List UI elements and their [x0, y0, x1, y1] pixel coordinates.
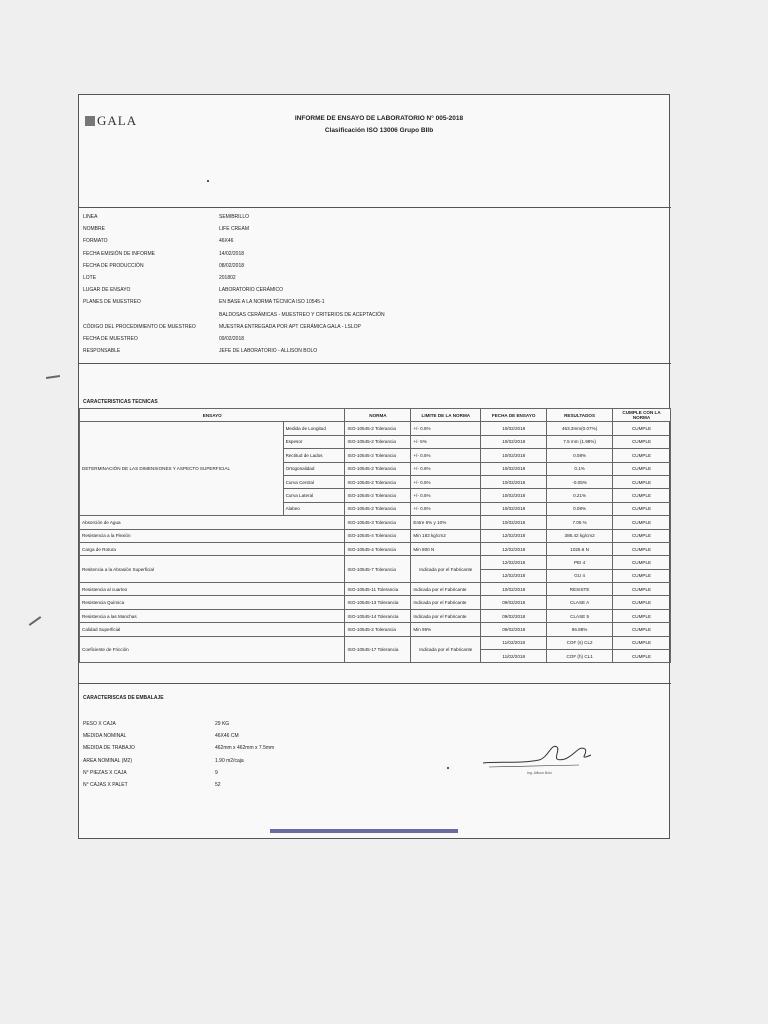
packing-label: MEDIDA NOMINAL [83, 733, 127, 740]
info-row [83, 260, 385, 272]
cumple-cell: CUMPLE [613, 542, 671, 555]
packing-row [83, 718, 274, 730]
fecha-cell: 10/02/2018 [481, 489, 547, 502]
ensayo-cell: Resitencia a la Abrasión Superficial [80, 556, 345, 583]
info-value: SEMIBRILLO [219, 214, 250, 220]
resultado-cell: 0.08% [547, 449, 613, 462]
limite-cell: +/- 0.6% [411, 462, 481, 475]
packing-info [83, 718, 274, 791]
resultado-cell: 0.08% [547, 502, 613, 515]
cumple-cell: CUMPLE [613, 475, 671, 488]
dim-sub-label: Alabeo [283, 502, 345, 515]
packing-section-title: CARACTERISCAS DE EMBALAJE [83, 695, 164, 701]
norma-cell: ISO-10545-7 Tolerancia [345, 556, 411, 583]
cumple-cell: CUMPLE [613, 650, 671, 663]
packing-value: 29 KG [215, 721, 230, 727]
info-row [83, 284, 385, 296]
ensayo-cell: Carga de Rotura [80, 542, 345, 555]
packing-label: PESO X CAJA [83, 721, 116, 727]
info-label: FECHA EMISIÓN DE INFORME [83, 250, 155, 257]
packing-label: N° CAJAS X PALET [83, 782, 128, 789]
cumple-cell: CUMPLE [613, 449, 671, 462]
info-row [83, 211, 385, 223]
report-title-block [199, 113, 559, 137]
ensayo-cell: Resistencia a las Manchas [80, 609, 345, 622]
info-label: FORMATO [83, 238, 108, 245]
limite-cell: Indicada por el Fabricante [411, 583, 481, 596]
limite-cell: +/- 0.5% [411, 489, 481, 502]
packing-value: 46X46 CM [215, 733, 239, 740]
info-row [83, 272, 385, 284]
ensayo-cell: Absorción de Agua [80, 516, 345, 529]
info-label: LOTE [83, 275, 97, 282]
packing-row [83, 742, 274, 754]
fecha-cell: 10/02/2018 [481, 516, 547, 529]
packing-label: AREA NOMINAL (M2) [83, 757, 132, 764]
dim-sub-label: Medida de Longitud [283, 422, 345, 435]
col-fecha: FECHA DE ENSAYO [481, 409, 547, 422]
limite-cell: +/- 5% [411, 435, 481, 448]
packing-value: 9 [215, 769, 218, 776]
info-value: LIFE CREAM [219, 226, 250, 233]
info-value: 09/02/2018 [219, 336, 245, 343]
limite-cell: Indicada por el Fabricante [411, 636, 481, 663]
info-label [83, 309, 219, 321]
gala-logo [85, 113, 137, 129]
info-value: EN BASE A LA NORMA TÉCNICA ISO 10545-1 [219, 299, 325, 306]
packing-row [83, 730, 274, 742]
info-row [83, 321, 385, 333]
limite-cell: +/- 0.5% [411, 475, 481, 488]
logo-text: GALA [97, 113, 138, 128]
limite-cell: +/- 0.5% [411, 422, 481, 435]
info-value: 201802 [219, 275, 236, 282]
fecha-cell: 12/02/2018 [481, 569, 547, 582]
cumple-cell: CUMPLE [613, 502, 671, 515]
cumple-cell: CUMPLE [613, 516, 671, 529]
resultado-cell: CLASE A [547, 596, 613, 609]
limite-cell: Min 183 kg/cm2 [411, 529, 481, 542]
signature-caption: Ing. Allison Bolo [527, 771, 552, 775]
limite-cell: Indicada por el Fabricante [411, 596, 481, 609]
table-row [80, 422, 671, 435]
fecha-cell: 11/02/2018 [481, 650, 547, 663]
col-ensayo: ENSAYO [80, 409, 345, 422]
scan-mark [46, 375, 60, 379]
table-row [80, 596, 671, 609]
fecha-cell: 10/02/2018 [481, 502, 547, 515]
scan-mark [29, 616, 42, 626]
signature [479, 733, 599, 773]
dim-sub-label: Ortogonalidad [283, 462, 345, 475]
logo-mark-icon [85, 116, 95, 126]
info-value: BALDOSAS CERÁMICAS - MUESTREO Y CRITERIOS DE ACEPTACIÓN [219, 311, 385, 318]
limite-cell: +/- 0.5% [411, 502, 481, 515]
report-title: INFORME DE ENSAYO DE LABORATORIO N° 005-2018 [294, 115, 464, 122]
fecha-cell: 12/02/2018 [481, 542, 547, 555]
packing-value: 462mm x 462mm x 7.5mm [215, 745, 275, 752]
resultado-cell: 0.21% [547, 489, 613, 502]
info-value: 14/02/2018 [219, 250, 245, 257]
packing-value: 52 [215, 782, 221, 789]
dim-sub-label: Curva Central [283, 475, 345, 488]
resultado-cell: 0.1% [547, 462, 613, 475]
resultado-cell: PEI 4 [547, 556, 613, 569]
resultado-cell: 386.42 kg/cm2 [547, 529, 613, 542]
resultado-cell: 96.88% [547, 623, 613, 636]
resultado-cell: GU 4 [547, 569, 613, 582]
table-row [80, 609, 671, 622]
norma-cell: ISO-10545-11 Tolerancia [345, 583, 411, 596]
packing-row [83, 779, 274, 791]
fecha-cell: 12/02/2018 [481, 556, 547, 569]
col-limite: LIMITE DE LA NORMA [411, 409, 481, 422]
table-row [80, 529, 671, 542]
norma-cell: ISO-10545-3 Tolerancia [345, 516, 411, 529]
cumple-cell: CUMPLE [613, 435, 671, 448]
info-label: LUGAR DE ENSAYO [83, 287, 131, 294]
fecha-cell: 09/02/2018 [481, 596, 547, 609]
cumple-cell: CUMPLE [613, 636, 671, 649]
resultado-cell: 7.05 % [547, 516, 613, 529]
info-row [83, 296, 385, 308]
cumple-cell: CUMPLE [613, 462, 671, 475]
norma-cell: ISO-10545-2 Tolerancia [345, 502, 411, 515]
fecha-cell: 11/02/2018 [481, 636, 547, 649]
tech-table [79, 408, 671, 663]
table-row [80, 516, 671, 529]
norma-cell: ISO-10545-2 Tolerancia [345, 623, 411, 636]
col-cumple: CUMPLE CON LA NORMA [613, 409, 671, 422]
norma-cell: ISO-10545-17 Tolerancia [345, 636, 411, 663]
table-row [80, 542, 671, 555]
fecha-cell: 12/02/2018 [481, 529, 547, 542]
fecha-cell: 10/02/2018 [481, 435, 547, 448]
norma-cell: ISO-10545-14 Tolerancia [345, 609, 411, 622]
info-label: PLANES DE MUESTREO [83, 299, 141, 306]
limite-cell: Entre 6% y 10% [411, 516, 481, 529]
cumple-cell: CUMPLE [613, 422, 671, 435]
limite-cell: +/- 0.5% [411, 449, 481, 462]
info-label: FECHA DE PRODUCCIÓN [83, 262, 144, 269]
ensayo-cell: Calidad Superficial [80, 623, 345, 636]
cumple-cell: CUMPLE [613, 583, 671, 596]
table-row [80, 623, 671, 636]
norma-cell: ISO-10545-4 Tolerancia [345, 529, 411, 542]
col-resultados: RESULTADOS [547, 409, 613, 422]
norma-cell: ISO-10545-2 Tolerancia [345, 475, 411, 488]
packing-value: 1.90 m2/caja [215, 757, 244, 764]
info-row [83, 333, 385, 345]
ensayo-cell: Resistencia al cuarteo [80, 583, 345, 596]
fecha-cell: 09/02/2018 [481, 609, 547, 622]
resultado-cell: CLASE 5 [547, 609, 613, 622]
cumple-cell: CUMPLE [613, 569, 671, 582]
limite-cell: Indicada por el Fabricante [411, 556, 481, 583]
info-label: RESPONSABLE [83, 348, 121, 355]
scan-bar [270, 829, 458, 833]
fecha-cell: 10/02/2018 [481, 422, 547, 435]
info-label: CÓDIGO DEL PROCEDIMIENTO DE MUESTREO [83, 323, 196, 330]
packing-row [83, 755, 274, 767]
table-divider [79, 683, 671, 684]
info-row [83, 223, 385, 235]
limite-cell: Min 95% [411, 623, 481, 636]
limite-cell: Indicada por el Fabricante [411, 609, 481, 622]
info-label: LINEA [83, 214, 98, 220]
norma-cell: ISO-10545-2 Tolerancia [345, 422, 411, 435]
report-subtitle: Clasificación ISO 13006 Grupo BIIb [324, 127, 434, 134]
norma-cell: ISO-10545-2 Tolerancia [345, 462, 411, 475]
norma-cell: ISO-10545-13 Tolerancia [345, 596, 411, 609]
dim-sub-label: Espesor [283, 435, 345, 448]
fecha-cell: 10/02/2018 [481, 475, 547, 488]
dim-group-label: DETERMINACIÓN DE LAS DIMENSIONES Y ASPECTO SUPERFICIAL [80, 422, 284, 516]
packing-label: MEDIDA DE TRABAJO [83, 745, 135, 752]
packing-row [83, 767, 274, 779]
info-value: 08/02/2018 [219, 262, 245, 269]
dim-sub-label: Rectitud de Lados [283, 449, 345, 462]
report-page [78, 94, 670, 839]
resultado-cell: 1025.6 N [547, 542, 613, 555]
info-label: FECHA DE MUESTREO [83, 336, 138, 343]
fecha-cell: 10/02/2018 [481, 583, 547, 596]
limite-cell: Min 800 N [411, 542, 481, 555]
cumple-cell: CUMPLE [613, 596, 671, 609]
header-divider [79, 207, 671, 208]
info-value: 46X46 [219, 238, 234, 245]
table-row [80, 583, 671, 596]
info-value: LABORATORIO CERÁMICO [219, 287, 283, 294]
cumple-cell: CUMPLE [613, 556, 671, 569]
norma-cell: ISO-10545-2 Tolerancia [345, 435, 411, 448]
scan-dot [207, 180, 209, 182]
info-row [83, 345, 385, 357]
info-label: NOMBRE [83, 226, 105, 233]
cumple-cell: CUMPLE [613, 623, 671, 636]
cumple-cell: CUMPLE [613, 609, 671, 622]
dim-sub-label: Curva Lateral [283, 489, 345, 502]
table-row [80, 636, 671, 649]
cumple-cell: CUMPLE [613, 529, 671, 542]
fecha-cell: 09/02/2018 [481, 623, 547, 636]
report-info [83, 211, 385, 357]
info-row [83, 309, 385, 321]
info-value: JEFE DE LABORATORIO - ALLISON BOLO [219, 348, 318, 355]
info-value: MUESTRA ENTREGADA POR APT CERÁMICA GALA - LSLOP [219, 323, 361, 330]
info-row [83, 235, 385, 247]
fecha-cell: 10/02/2018 [481, 449, 547, 462]
tech-section-title: CARACTERISTICAS TECNICAS [83, 399, 158, 405]
col-norma: NORMA [345, 409, 411, 422]
norma-cell: ISO-10545-2 Tolerancia [345, 489, 411, 502]
ensayo-cell: Resistencia a la Flexión [80, 529, 345, 542]
resultado-cell: -0.05% [547, 475, 613, 488]
resultado-cell: COF (s) CL2 [547, 636, 613, 649]
resultado-cell: 7.5 mm (1.98%) [547, 435, 613, 448]
table-row [80, 556, 671, 569]
resultado-cell: COF (h) CL1 [547, 650, 613, 663]
info-row [83, 248, 385, 260]
ensayo-cell: Coeficiente de Fricción [80, 636, 345, 663]
fecha-cell: 10/02/2018 [481, 462, 547, 475]
resultado-cell: RESISTE [547, 583, 613, 596]
resultado-cell: 463.3mm(0.07%) [547, 422, 613, 435]
info-divider [79, 363, 671, 364]
cumple-cell: CUMPLE [613, 489, 671, 502]
packing-label: N° PIEZAS X CAJA [83, 769, 127, 776]
norma-cell: ISO-10545-4 Tolerancia [345, 542, 411, 555]
norma-cell: ISO-10545-2 Tolerancia [345, 449, 411, 462]
ensayo-cell: Resistencia Química [80, 596, 345, 609]
scan-dot [447, 767, 449, 769]
